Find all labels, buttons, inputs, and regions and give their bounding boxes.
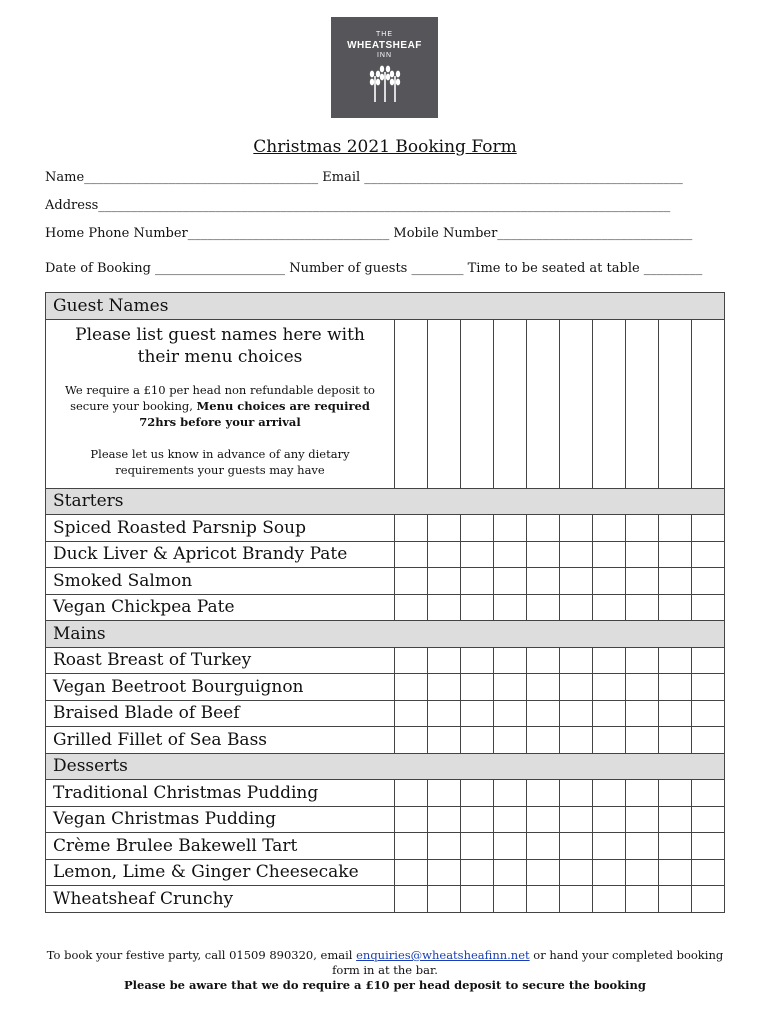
footer-contact bbox=[40, 948, 730, 978]
dietary-note: Please let us know in advance of any dietary requirements your guests may have bbox=[90, 446, 350, 477]
choice-cell[interactable] bbox=[659, 859, 692, 886]
menu-item-row bbox=[46, 594, 725, 621]
choice-cell[interactable] bbox=[527, 727, 560, 754]
choice-cell[interactable] bbox=[494, 594, 527, 621]
choice-cell[interactable] bbox=[527, 674, 560, 701]
menu-deadline-text: Menu choices are required 72hrs before your arrival bbox=[139, 398, 370, 429]
choice-cell[interactable] bbox=[395, 806, 428, 833]
choice-cell[interactable] bbox=[626, 515, 659, 542]
menu-item-name: Vegan Christmas Pudding bbox=[46, 806, 395, 833]
menu-item-row bbox=[46, 647, 725, 674]
address-field[interactable]: Address________________________________________________________________________________________ bbox=[45, 198, 671, 213]
choice-cell[interactable] bbox=[560, 515, 593, 542]
choice-cell[interactable] bbox=[659, 647, 692, 674]
choice-cell[interactable] bbox=[560, 806, 593, 833]
choice-cell[interactable] bbox=[626, 674, 659, 701]
choice-cell[interactable] bbox=[527, 700, 560, 727]
deposit-note bbox=[52, 382, 388, 430]
choice-cell[interactable] bbox=[692, 700, 725, 727]
choice-cell[interactable] bbox=[494, 674, 527, 701]
choice-cell[interactable] bbox=[692, 727, 725, 754]
choice-cell[interactable] bbox=[659, 541, 692, 568]
choice-cell[interactable] bbox=[461, 568, 494, 595]
menu-item-name: Vegan Chickpea Pate bbox=[46, 594, 395, 621]
guest-names-header: Guest Names bbox=[46, 293, 725, 320]
choice-cell[interactable] bbox=[593, 806, 626, 833]
choice-cell[interactable] bbox=[560, 859, 593, 886]
choice-cell[interactable] bbox=[395, 541, 428, 568]
menu-item-row bbox=[46, 886, 725, 913]
choice-cell[interactable] bbox=[560, 780, 593, 807]
menu-item-row bbox=[46, 833, 725, 860]
email-link[interactable]: enquiries@wheatsheafinn.net bbox=[356, 948, 530, 962]
guest-name-cell[interactable] bbox=[593, 319, 626, 488]
choice-cell[interactable] bbox=[428, 833, 461, 860]
menu-item-row bbox=[46, 541, 725, 568]
choice-cell[interactable] bbox=[692, 515, 725, 542]
choice-cell[interactable] bbox=[494, 806, 527, 833]
choice-cell[interactable] bbox=[659, 886, 692, 913]
menu-item-name: Crème Brulee Bakewell Tart bbox=[46, 833, 395, 860]
name-email-field[interactable]: Name____________________________________ Email _________________________________________________ bbox=[45, 170, 683, 185]
section-header: Starters bbox=[46, 488, 725, 515]
guest-name-cell[interactable] bbox=[395, 319, 428, 488]
choice-cell[interactable] bbox=[692, 594, 725, 621]
choice-cell[interactable] bbox=[461, 674, 494, 701]
choice-cell[interactable] bbox=[626, 594, 659, 621]
menu-item-name: Grilled Fillet of Sea Bass bbox=[46, 727, 395, 754]
choice-cell[interactable] bbox=[527, 859, 560, 886]
choice-cell[interactable] bbox=[626, 568, 659, 595]
choice-cell[interactable] bbox=[692, 568, 725, 595]
choice-cell[interactable] bbox=[659, 515, 692, 542]
choice-cell[interactable] bbox=[560, 674, 593, 701]
choice-cell[interactable] bbox=[428, 727, 461, 754]
choice-cell[interactable] bbox=[395, 780, 428, 807]
choice-cell[interactable] bbox=[428, 568, 461, 595]
choice-cell[interactable] bbox=[494, 780, 527, 807]
choice-cell[interactable] bbox=[626, 727, 659, 754]
guest-name-cell[interactable] bbox=[692, 319, 725, 488]
menu-item-row bbox=[46, 859, 725, 886]
choice-cell[interactable] bbox=[428, 700, 461, 727]
deposit-text: We require a £10 per head non refundable deposit to secure your booking, bbox=[65, 382, 375, 413]
choice-cell[interactable] bbox=[527, 568, 560, 595]
choice-cell[interactable] bbox=[593, 833, 626, 860]
wheat-sheaf-icon bbox=[365, 62, 405, 102]
choice-cell[interactable] bbox=[626, 833, 659, 860]
menu-item-name: Vegan Beetroot Bourguignon bbox=[46, 674, 395, 701]
choice-cell[interactable] bbox=[527, 806, 560, 833]
menu-item-name: Braised Blade of Beef bbox=[46, 700, 395, 727]
guest-name-cell[interactable] bbox=[527, 319, 560, 488]
choice-cell[interactable] bbox=[659, 568, 692, 595]
phone-field[interactable]: Home Phone Number_______________________________ Mobile Number______________________________ bbox=[45, 226, 693, 241]
choice-cell[interactable] bbox=[395, 647, 428, 674]
menu-item-name: Roast Breast of Turkey bbox=[46, 647, 395, 674]
choice-cell[interactable] bbox=[395, 727, 428, 754]
menu-item-row bbox=[46, 515, 725, 542]
choice-cell[interactable] bbox=[527, 886, 560, 913]
footer-deposit-note: Please be aware that we do require a £10 per head deposit to secure the booking bbox=[124, 978, 646, 992]
choice-cell[interactable] bbox=[593, 568, 626, 595]
guest-name-cell[interactable] bbox=[626, 319, 659, 488]
choice-cell[interactable] bbox=[494, 515, 527, 542]
choice-cell[interactable] bbox=[461, 806, 494, 833]
choice-cell[interactable] bbox=[692, 674, 725, 701]
choice-cell[interactable] bbox=[395, 674, 428, 701]
logo-wheatsheaf: WHEATSHEAF bbox=[347, 40, 422, 51]
choice-cell[interactable] bbox=[428, 780, 461, 807]
choice-cell[interactable] bbox=[593, 674, 626, 701]
choice-cell[interactable] bbox=[494, 568, 527, 595]
menu-item-row bbox=[46, 806, 725, 833]
menu-item-row bbox=[46, 568, 725, 595]
menu-choice-table bbox=[45, 292, 725, 913]
choice-cell[interactable] bbox=[461, 700, 494, 727]
choice-cell[interactable] bbox=[461, 780, 494, 807]
choice-cell[interactable] bbox=[461, 833, 494, 860]
choice-cell[interactable] bbox=[461, 515, 494, 542]
intro-cell bbox=[46, 319, 395, 488]
choice-cell[interactable] bbox=[395, 886, 428, 913]
choice-cell[interactable] bbox=[593, 859, 626, 886]
choice-cell[interactable] bbox=[560, 541, 593, 568]
choice-cell[interactable] bbox=[527, 647, 560, 674]
choice-cell[interactable] bbox=[560, 700, 593, 727]
footer-post: or hand your completed booking form in at the bar. bbox=[332, 948, 724, 977]
menu-item-row bbox=[46, 727, 725, 754]
choice-cell[interactable] bbox=[692, 541, 725, 568]
choice-cell[interactable] bbox=[461, 594, 494, 621]
choice-cell[interactable] bbox=[461, 727, 494, 754]
choice-cell[interactable] bbox=[560, 568, 593, 595]
logo-the: THE bbox=[376, 31, 393, 38]
choice-cell[interactable] bbox=[560, 594, 593, 621]
choice-cell[interactable] bbox=[461, 647, 494, 674]
choice-cell[interactable] bbox=[593, 647, 626, 674]
guest-name-cell[interactable] bbox=[560, 319, 593, 488]
choice-cell[interactable] bbox=[527, 833, 560, 860]
choice-cell[interactable] bbox=[428, 806, 461, 833]
section-header: Mains bbox=[46, 621, 725, 648]
form-title: Christmas 2021 Booking Form bbox=[253, 137, 517, 157]
wheatsheaf-logo bbox=[331, 17, 438, 118]
choice-cell[interactable] bbox=[494, 727, 527, 754]
choice-cell[interactable] bbox=[494, 647, 527, 674]
choice-cell[interactable] bbox=[659, 727, 692, 754]
choice-cell[interactable] bbox=[395, 859, 428, 886]
choice-cell[interactable] bbox=[395, 515, 428, 542]
choice-cell[interactable] bbox=[461, 859, 494, 886]
logo-inn: INN bbox=[376, 52, 393, 59]
choice-cell[interactable] bbox=[593, 700, 626, 727]
choice-cell[interactable] bbox=[692, 806, 725, 833]
choice-cell[interactable] bbox=[494, 700, 527, 727]
choice-cell[interactable] bbox=[527, 780, 560, 807]
menu-item-name: Traditional Christmas Pudding bbox=[46, 780, 395, 807]
choice-cell[interactable] bbox=[593, 727, 626, 754]
choice-cell[interactable] bbox=[461, 886, 494, 913]
choice-cell[interactable] bbox=[593, 541, 626, 568]
choice-cell[interactable] bbox=[560, 886, 593, 913]
choice-cell[interactable] bbox=[593, 780, 626, 807]
footer-pre: To book your festive party, call 01509 890320, email bbox=[46, 948, 357, 962]
choice-cell[interactable] bbox=[626, 780, 659, 807]
choice-cell[interactable] bbox=[428, 859, 461, 886]
choice-cell[interactable] bbox=[659, 700, 692, 727]
choice-cell[interactable] bbox=[428, 594, 461, 621]
choice-cell[interactable] bbox=[428, 886, 461, 913]
menu-item-name: Smoked Salmon bbox=[46, 568, 395, 595]
intro-heading: Please list guest names here with their menu choices bbox=[75, 324, 365, 367]
choice-cell[interactable] bbox=[659, 594, 692, 621]
choice-cell[interactable] bbox=[494, 886, 527, 913]
choice-cell[interactable] bbox=[593, 886, 626, 913]
guest-name-cell[interactable] bbox=[428, 319, 461, 488]
menu-item-row bbox=[46, 674, 725, 701]
choice-cell[interactable] bbox=[560, 833, 593, 860]
choice-cell[interactable] bbox=[692, 886, 725, 913]
choice-cell[interactable] bbox=[626, 700, 659, 727]
choice-cell[interactable] bbox=[527, 541, 560, 568]
choice-cell[interactable] bbox=[428, 515, 461, 542]
menu-item-name: Duck Liver & Apricot Brandy Pate bbox=[46, 541, 395, 568]
choice-cell[interactable] bbox=[428, 541, 461, 568]
choice-cell[interactable] bbox=[560, 647, 593, 674]
choice-cell[interactable] bbox=[494, 541, 527, 568]
choice-cell[interactable] bbox=[461, 541, 494, 568]
guest-name-cell[interactable] bbox=[461, 319, 494, 488]
choice-cell[interactable] bbox=[659, 674, 692, 701]
choice-cell[interactable] bbox=[395, 700, 428, 727]
choice-cell[interactable] bbox=[428, 674, 461, 701]
choice-cell[interactable] bbox=[692, 780, 725, 807]
choice-cell[interactable] bbox=[692, 647, 725, 674]
choice-cell[interactable] bbox=[527, 594, 560, 621]
menu-item-row bbox=[46, 780, 725, 807]
choice-cell[interactable] bbox=[626, 806, 659, 833]
choice-cell[interactable] bbox=[395, 594, 428, 621]
menu-item-name: Lemon, Lime & Ginger Cheesecake bbox=[46, 859, 395, 886]
choice-cell[interactable] bbox=[626, 647, 659, 674]
guest-name-cell[interactable] bbox=[494, 319, 527, 488]
section-header: Desserts bbox=[46, 753, 725, 780]
choice-cell[interactable] bbox=[626, 859, 659, 886]
guest-name-cell[interactable] bbox=[659, 319, 692, 488]
choice-cell[interactable] bbox=[692, 859, 725, 886]
choice-cell[interactable] bbox=[494, 833, 527, 860]
menu-item-name: Wheatsheaf Crunchy bbox=[46, 886, 395, 913]
choice-cell[interactable] bbox=[560, 727, 593, 754]
choice-cell[interactable] bbox=[395, 833, 428, 860]
choice-cell[interactable] bbox=[626, 541, 659, 568]
choice-cell[interactable] bbox=[593, 515, 626, 542]
choice-cell[interactable] bbox=[659, 780, 692, 807]
choice-cell[interactable] bbox=[395, 568, 428, 595]
menu-item-row bbox=[46, 700, 725, 727]
choice-cell[interactable] bbox=[494, 859, 527, 886]
booking-details-field[interactable]: Date of Booking ____________________ Number of guests ________ Time to be seated at table _________ bbox=[45, 261, 703, 276]
choice-cell[interactable] bbox=[626, 886, 659, 913]
choice-cell[interactable] bbox=[692, 833, 725, 860]
choice-cell[interactable] bbox=[593, 594, 626, 621]
menu-item-name: Spiced Roasted Parsnip Soup bbox=[46, 515, 395, 542]
choice-cell[interactable] bbox=[428, 647, 461, 674]
choice-cell[interactable] bbox=[659, 833, 692, 860]
choice-cell[interactable] bbox=[659, 806, 692, 833]
choice-cell[interactable] bbox=[527, 515, 560, 542]
